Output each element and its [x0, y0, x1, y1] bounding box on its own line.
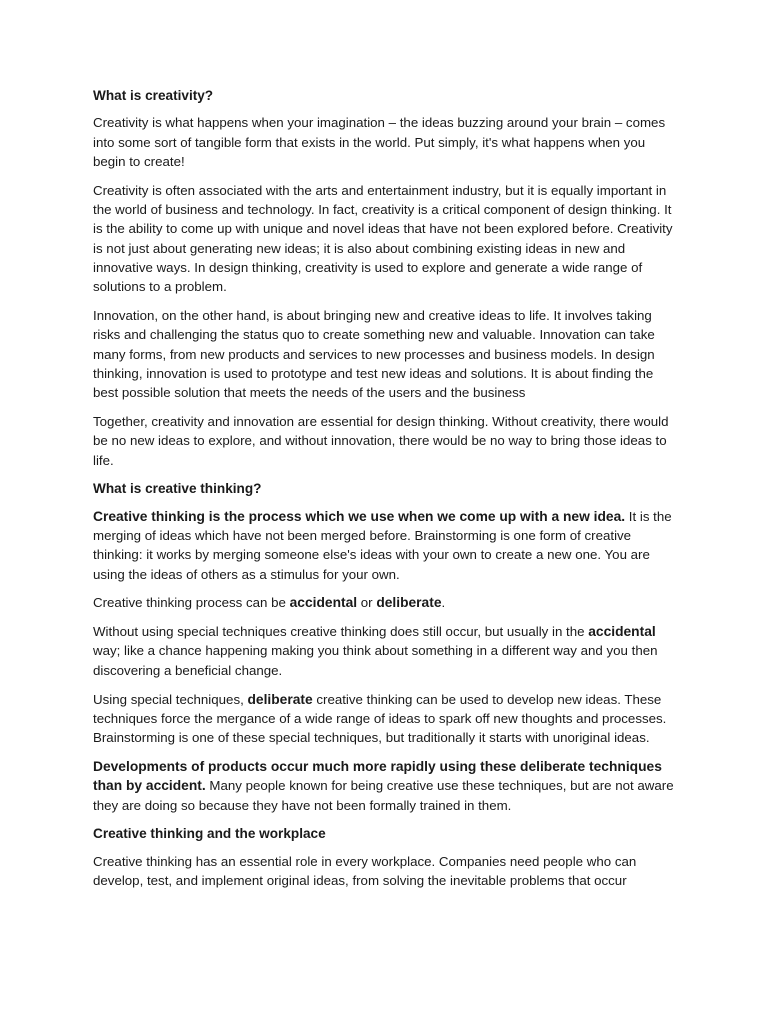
paragraph-innovation: Innovation, on the other hand, is about bringing new and creative ideas to life. It involves taking risks and challenging the status quo to create something new and valuable. Innovation can take many forms, from new products and services to new processes and business models. In design thinking, innovation is used to prototype and test new ideas and solutions. It is about finding the best possible solution that meets the needs of the users and the business	[93, 307, 655, 401]
paragraph-developments	[93, 757, 680, 815]
heading-what-is-creativity: What is creativity?	[93, 88, 214, 103]
paragraph-creative-thinking-definition	[93, 507, 680, 584]
paragraph-text: Many people known for being creative use these techniques, but are not aware they are doing so because they have not been formally trained in them.	[93, 778, 674, 813]
heading-what-is-creative-thinking: What is creative thinking?	[93, 481, 262, 497]
paragraph-together: Together, creativity and innovation are essential for design thinking. Without creativity, there would be no new ideas to explore, and without innovation, there would be no way to bring those ideas to life.	[93, 413, 669, 468]
paragraph-text: Using special techniques,	[93, 691, 248, 707]
paragraph-text: It is the merging of ideas which have not been merged before. Brainstorming is one form of creative thinking: it works by merging someone else's ideas with your own to create a new one. You are using the ideas of others as a stimulus for your own.	[93, 508, 672, 582]
paragraph-without-techniques	[93, 622, 680, 680]
bold-lead-sentence: Creative thinking is the process which we use when we come up with a new idea.	[93, 508, 626, 524]
paragraph-special-techniques	[93, 690, 680, 748]
bold-lead-sentence: Developments of products occur much more rapidly using these deliberate techniques than by accident.	[93, 758, 662, 794]
term-deliberate: deliberate	[247, 691, 313, 707]
term-accidental: accidental	[588, 624, 656, 640]
paragraph-text: creative thinking can be used to develop new ideas. These techniques force the mergance of a wide range of ideas to spark off new thoughts and processes. Brainstorming is one of these special techniques, but traditionally it starts with unoriginal ideas.	[93, 691, 667, 746]
term-accidental: accidental	[289, 595, 358, 611]
paragraph-text: or	[357, 595, 377, 611]
paragraph-text: Without using special techniques creative thinking does still occur, but usually in the	[93, 624, 589, 640]
term-deliberate: deliberate	[376, 595, 442, 611]
heading-creative-thinking-workplace: Creative thinking and the workplace	[93, 826, 326, 842]
paragraph-workplace: Creative thinking has an essential role in every workplace. Companies need people who can develop, test, and implement original ideas, from solving the inevitable problems that occur	[93, 853, 637, 888]
paragraph-creativity-business: Creativity is often associated with the arts and entertainment industry, but it is equally important in the world of business and technology. In fact, creativity is a critical component of design thinking. It is the ability to come up with unique and novel ideas that have not been explored before. Creativity is not just about generating new ideas; it is also about combining existing ideas in new and innovative ways. In design thinking, creativity is used to explore and generate a wide range of solutions to a problem.	[93, 182, 673, 295]
paragraph-text: way; like a chance happening making you think about something in a different way and you then discovering a beneficial change.	[93, 643, 658, 678]
paragraph-accidental-or-deliberate	[93, 593, 680, 612]
paragraph-creativity-definition: Creativity is what happens when your imagination – the ideas buzzing around your brain – comes into some sort of tangible form that exists in the world. Put simply, it's what happens when you begin to create!	[93, 115, 666, 169]
paragraph-text: .	[441, 595, 446, 611]
paragraph-text: Creative thinking process can be	[93, 595, 290, 611]
